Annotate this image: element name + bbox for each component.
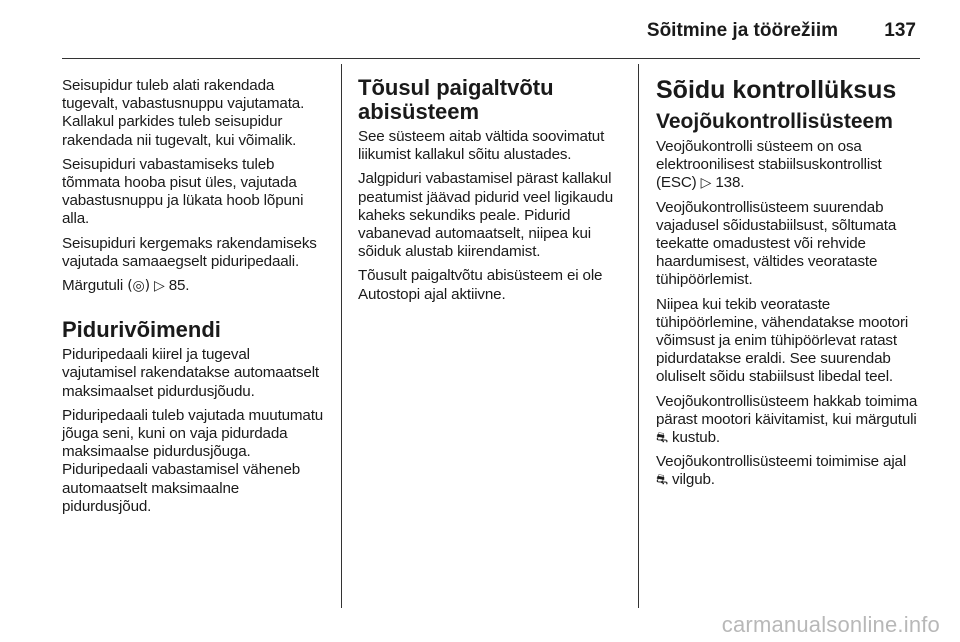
page-number: 137	[884, 20, 916, 41]
traction-control-icon: ⛐	[656, 430, 668, 447]
paragraph: Piduripedaali kiirel ja tugeval vajutamisel rakendatakse automaatselt maksimaalset pidurdusjõudu.	[62, 346, 319, 400]
paragraph-text: Veojõukontrolli süsteem on osa elektroonilisest stabiilsuskontrollist (ESC)	[656, 138, 882, 192]
paragraph: Seisupiduri vabastamiseks tuleb tõmmata hooba pisut üles, vajutada vabastusnuppu ja lükata hoob lõpuni alla.	[62, 155, 304, 228]
paragraph: Tõusult paigaltvõtu abisüsteem ei ole Autostopi ajal aktiivne.	[358, 267, 603, 303]
paragraph-indicator-ref	[62, 277, 328, 295]
paragraph: Veojõukontrollisüsteem suurendab vajadusel sõidustabiilsust, sõltumata teekatte omadustest või rehvide haardumisest, vältides veorataste tühipöörlemist.	[656, 198, 897, 289]
page-reference[interactable]: 85.	[168, 277, 190, 295]
paragraph: Seisupiduri kergemaks rakendamiseks vajutada samaaegselt piduripedaali.	[62, 234, 317, 270]
paragraph: Piduripedaali tuleb vajutada muutumatu jõuga seni, kuni on vaja pidurdada maksimaalse pidurdusjõuga. Piduripedaali vabastamisel väheneb automaatselt maksimaalne pidurdusjõud.	[62, 406, 324, 515]
section-heading: Veojõukontrollisüsteem	[656, 110, 893, 133]
section-heading: Tõusul paigaltvõtu abisüsteem	[358, 75, 554, 124]
paragraph: Seisupidur tuleb alati rakendada tugevalt, vabastusnuppu vajutamata. Kallakul parkides tuleb seisupidur rakendada nii tugevalt, kui võimalik.	[62, 77, 305, 149]
paragraph-text: vilgub.	[672, 471, 715, 489]
page-reference[interactable]: 138.	[715, 174, 745, 192]
column-divider-1	[341, 64, 342, 608]
paragraph: Jalgpiduri vabastamisel pärast kallakul peatumist jäävad pidurid veel ligikaudu kaheks sekundiks peale. Pidurid vabanevad automaatselt, niipea kui sõiduk alustab kiirendamist.	[358, 170, 614, 261]
paragraph-text: kustub.	[672, 429, 720, 447]
paragraph: Niipea kui tekib veorataste tühipöörlemine, vähendatakse mootori võimsust ja enim tühipöörlevat ratast pidurdatakse eraldi. See suurendab oluliselt sõidu stabiilsust libedal teel.	[656, 295, 909, 386]
paragraph-text: Veojõukontrollisüsteemi toimimise ajal	[656, 453, 907, 471]
column-divider-2	[638, 64, 639, 608]
paragraph-indicator	[656, 393, 922, 448]
page-reference-arrow-icon: ▷	[153, 278, 165, 295]
column-right	[656, 62, 922, 608]
paragraph-text: Märgutuli	[62, 277, 124, 295]
paragraph: See süsteem aitab vältida soovimatut liikumist kallakul sõitu alustades.	[358, 128, 605, 164]
section-heading: Pidurivõimendi	[62, 317, 221, 343]
page-reference-arrow-icon: ▷	[700, 175, 712, 192]
chapter-heading: Sõidu kontrollüksus	[656, 76, 897, 104]
traction-control-icon: ⛐	[656, 472, 668, 489]
paragraph-indicator	[656, 453, 922, 489]
paragraph-text: Veojõukontrollisüsteem hakkab toimima pärast mootori käivitamist, kui märgutuli	[656, 392, 918, 428]
column-left	[62, 62, 328, 608]
column-middle	[358, 62, 624, 608]
paragraph-esc-ref	[656, 138, 922, 193]
page-header	[62, 0, 920, 59]
watermark: carmanualsonline.info	[721, 612, 940, 637]
running-header-title: Sõitmine ja töörežiim	[646, 20, 838, 41]
parking-brake-warning-icon: (◎)	[127, 278, 150, 295]
